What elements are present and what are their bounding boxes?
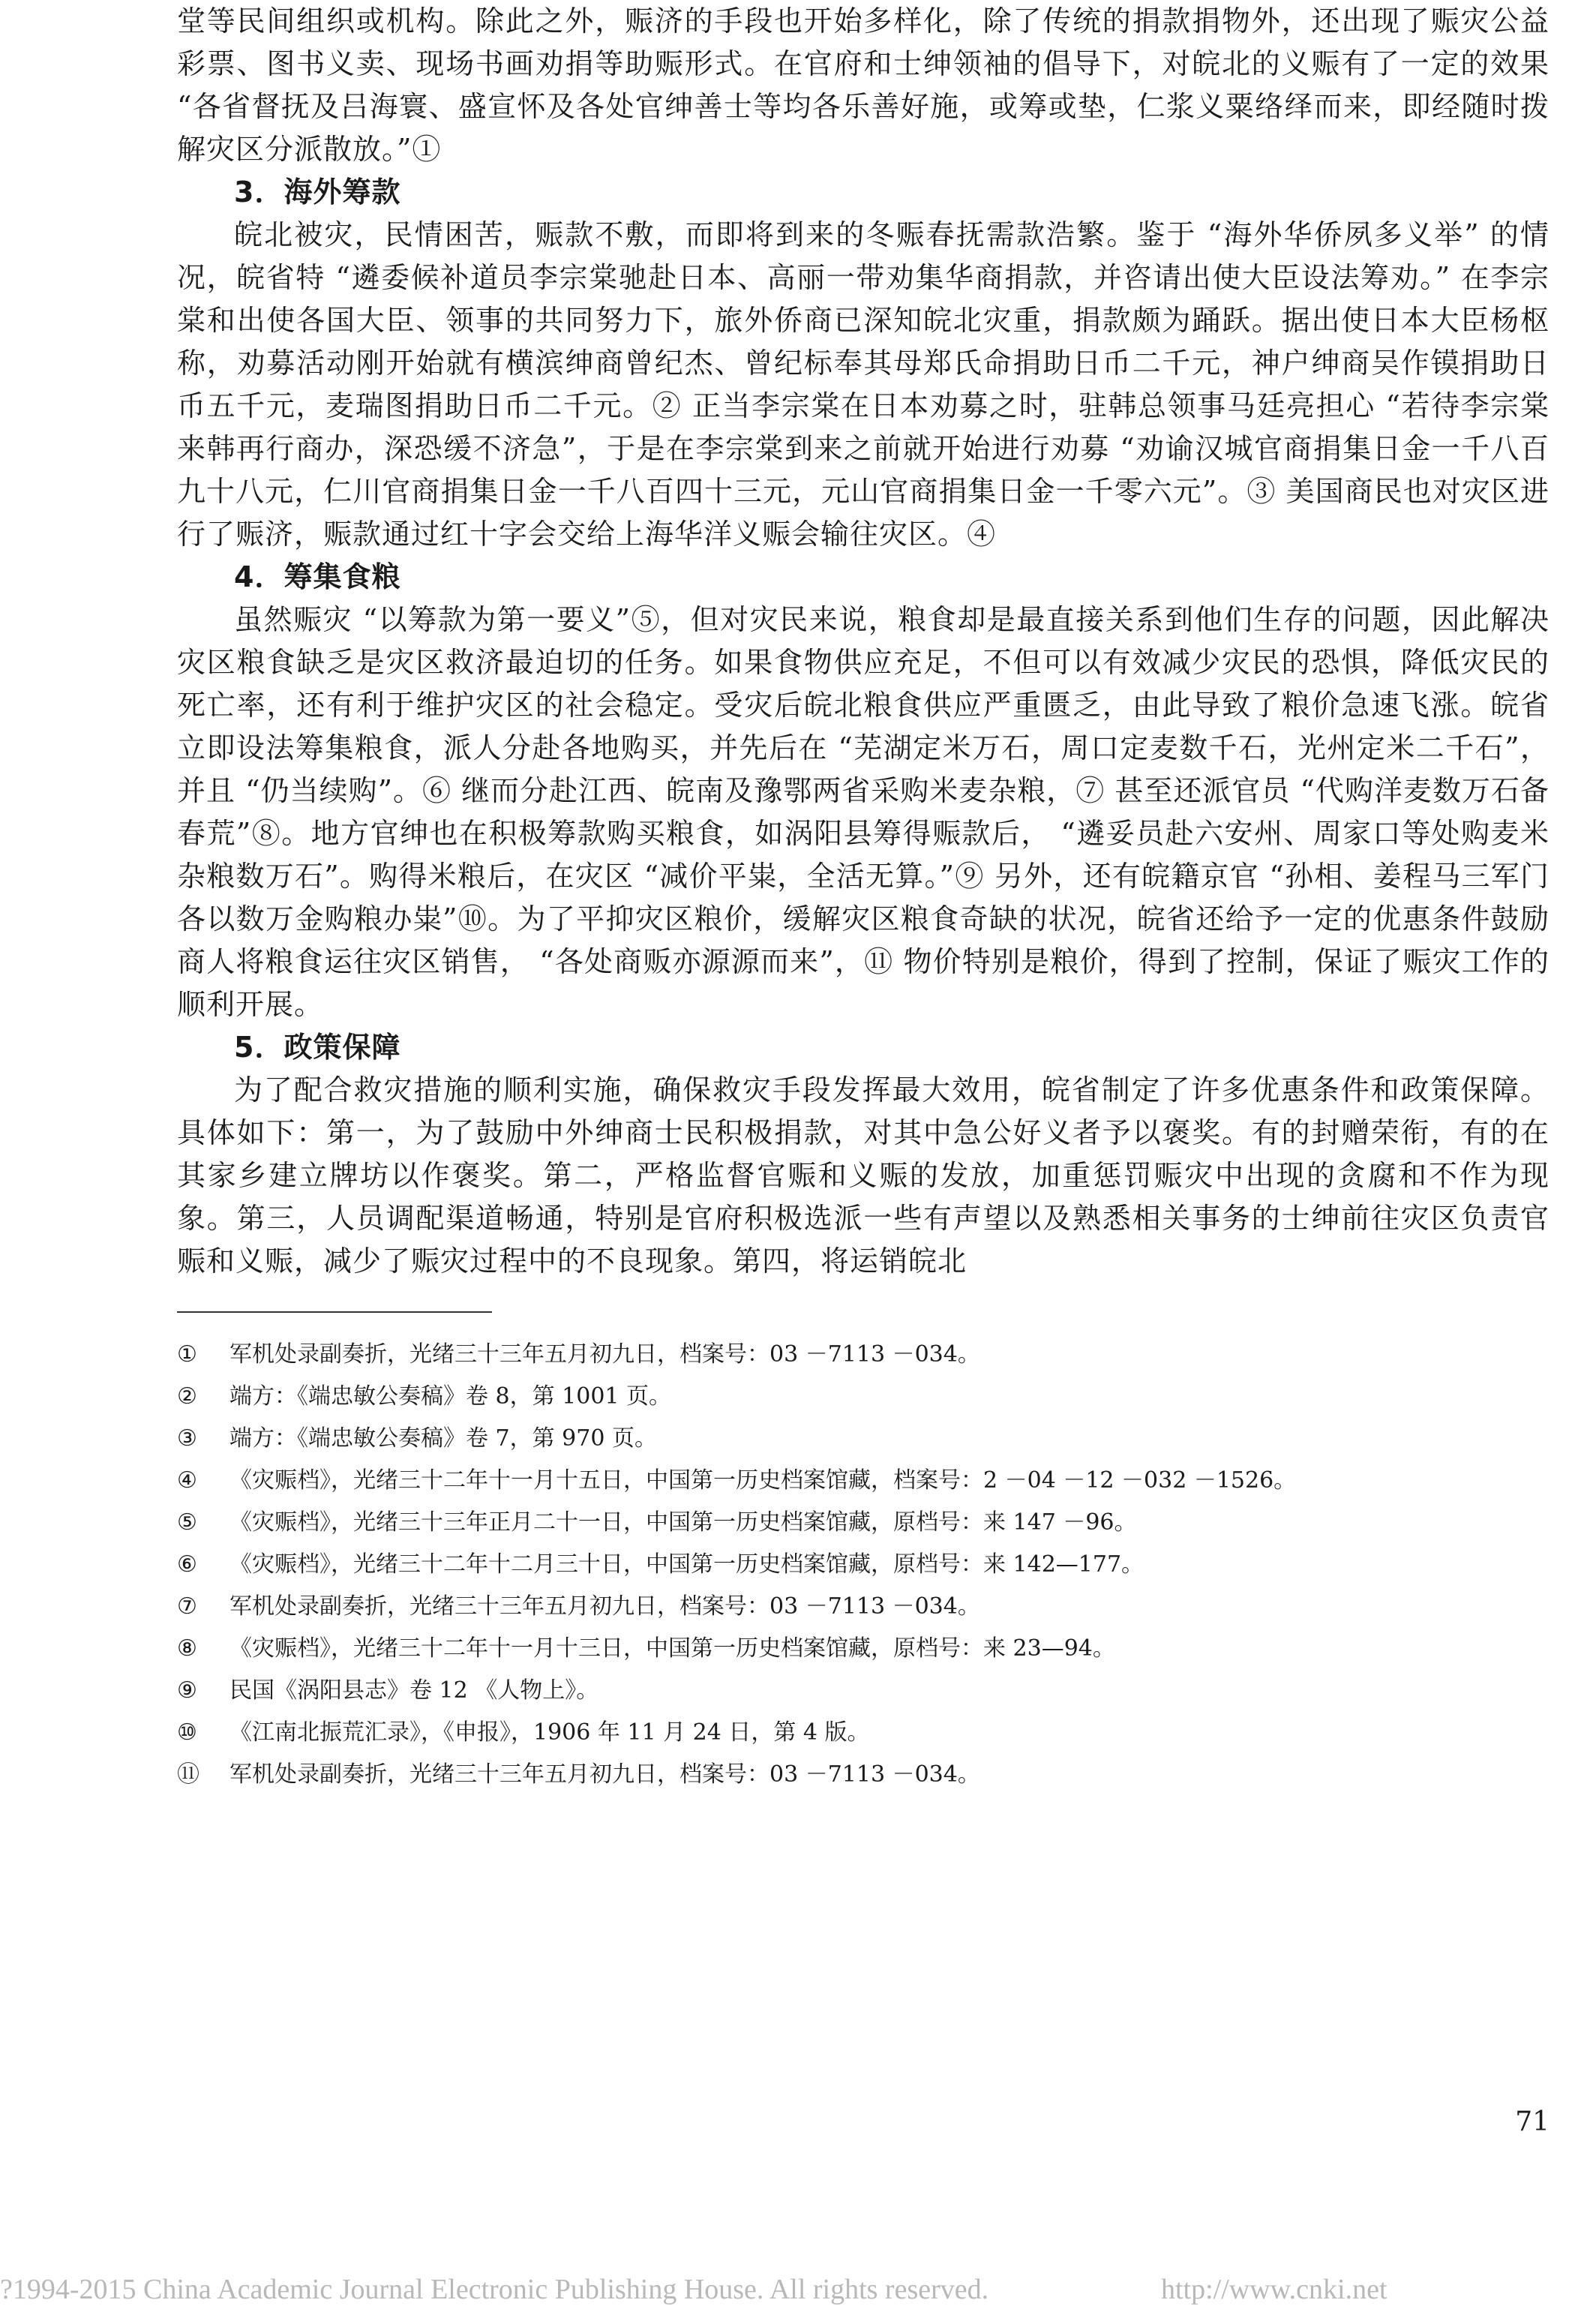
page-number: 71 [1515, 2106, 1550, 2137]
footnote [177, 1376, 1550, 1418]
footnote-mark: ④ [177, 1467, 197, 1494]
footnote [177, 1628, 1550, 1670]
footnote-mark: ③ [177, 1425, 197, 1452]
footnote-text: 军机处录副奏折，光绪三十三年五月初九日，档案号：03 －7113 －034。 [230, 1341, 980, 1368]
footnote-mark: ⑪ [177, 1761, 200, 1788]
footnote-text: 《灾赈档》，光绪三十二年十二月三十日，中国第一历史档案馆藏，原档号：来 142—177。 [230, 1551, 1144, 1578]
footnote-text: 《灾赈档》，光绪三十三年正月二十一日，中国第一历史档案馆藏，原档号：来 147 －96。 [230, 1509, 1137, 1536]
footnote [177, 1712, 1550, 1754]
paragraph-continued: 堂等民间组织或机构。除此之外，赈济的手段也开始多样化，除了传统的捐款捐物外，还出现了赈灾公益彩票、图书义卖、现场书画劝捐等助赈形式。在官府和士绅领袖的倡导下，对皖北的义赈有了一定的效果 “各省督抚及吕海寰、盛宣怀及各处官绅善士等均各乐善好施，或筹或垫，仁浆义粟络绎而来，即经随时拨解灾区分派散放。”① [177, 5, 1550, 166]
footnote-text: 《灾赈档》，光绪三十二年十一月十三日，中国第一历史档案馆藏，原档号：来 23—94。 [230, 1635, 1115, 1662]
section-heading-overseas-fundraising: 3．海外筹款 [234, 176, 401, 209]
footnote-mark: ⑦ [177, 1593, 197, 1620]
copyright-notice: ?1994-2015 China Academic Journal Electronic Publishing House. All rights reserved. [0, 2274, 989, 2305]
footnote [177, 1334, 1550, 1376]
footnote [177, 1502, 1550, 1544]
section-heading-policy-guarantee: 5．政策保障 [234, 1031, 401, 1064]
footnote [177, 1586, 1550, 1628]
footnote-mark: ⑧ [177, 1635, 197, 1662]
footnote-mark: ⑩ [177, 1719, 197, 1746]
footnote [177, 1460, 1550, 1502]
copyright-footer [0, 2273, 1578, 2306]
footnote-text: 端方：《端忠敏公奏稿》卷 7，第 970 页。 [230, 1425, 657, 1452]
footnote [177, 1754, 1550, 1796]
paper-page [177, 0, 1550, 1796]
body-text [177, 0, 1550, 1283]
footnote-mark: ⑤ [177, 1509, 197, 1536]
paragraph-overseas-fundraising: 皖北被灾，民情困苦，赈款不敷，而即将到来的冬赈春抚需款浩繁。鉴于 “海外华侨夙多义举” 的情况，皖省特 “遴委候补道员李宗棠驰赴日本、高丽一带劝集华商捐款，并咨请出使大臣设法筹劝。” 在李宗棠和出使各国大臣、领事的共同努力下，旅外侨商已深知皖北灾重，捐款颇为踊跃。据出使日本大臣杨枢称，劝募活动刚开始就有横滨绅商曾纪杰、曾纪标奉其母郑氏命捐助日币二千元，神户绅商吴作镆捐助日币五千元，麦瑞图捐助日币二千元。② 正当李宗棠在日本劝募之时，驻韩总领事马廷亮担心 “若待李宗棠来韩再行商办，深恐缓不济急”，于是在李宗棠到来之前就开始进行劝募 “劝谕汉城官商捐集日金一千八百九十八元，仁川官商捐集日金一千八百四十三元，元山官商捐集日金一千零六元”。③ 美国商民也对灾区进行了赈济，赈款通过红十字会交给上海华洋义赈会输往灾区。④ [177, 218, 1550, 551]
footnote-text: 《江南北振荒汇录》，《申报》，1906 年 11 月 24 日，第 4 版。 [230, 1719, 870, 1746]
website-link[interactable]: http://www.cnki.net [1161, 2274, 1388, 2305]
footnote [177, 1418, 1550, 1460]
footnote-mark: ① [177, 1341, 197, 1368]
footnote [177, 1544, 1550, 1586]
footnote-divider [177, 1311, 492, 1313]
footnotes [177, 1334, 1550, 1796]
paragraph-grain-collection: 虽然赈灾 “以筹款为第一要义”⑤，但对灾民来说，粮食却是最直接关系到他们生存的问题，因此解决灾区粮食缺乏是灾区救济最迫切的任务。如果食物供应充足，不但可以有效减少灾民的恐惧，降低灾民的死亡率，还有利于维护灾区的社会稳定。受灾后皖北粮食供应严重匮乏，由此导致了粮价急速飞涨。皖省立即设法筹集粮食，派人分赴各地购买，并先后在 “芜湖定米万石，周口定麦数千石，光州定米二千石”，并且 “仍当续购”。⑥ 继而分赴江西、皖南及豫鄂两省采购米麦杂粮，⑦ 甚至还派官员 “代购洋麦数万石备春荒”⑧。地方官绅也在积极筹款购买粮食，如涡阳县筹得赈款后， “遴妥员赴六安州、周家口等处购麦米杂粮数万石”。购得米粮后，在灾区 “减价平粜，全活无算。”⑨ 另外，还有皖籍京官 “孙相、姜程马三军门各以数万金购粮办粜”⑩。为了平抑灾区粮价，缓解灾区粮食奇缺的状况，皖省还给予一定的优惠条件鼓励商人将粮食运往灾区销售， “各处商贩亦源源而来”，⑪ 物价特别是粮价，得到了控制，保证了赈灾工作的顺利开展。 [177, 603, 1550, 1021]
footnote-mark: ② [177, 1383, 197, 1410]
footnote [177, 1670, 1550, 1712]
paragraph-policy-guarantee: 为了配合救灾措施的顺利实施，确保救灾手段发挥最大效用，皖省制定了许多优惠条件和政策保障。具体如下：第一，为了鼓励中外绅商士民积极捐款，对其中急公好义者予以褒奖。有的封赠荣衔，有的在其家乡建立牌坊以作褒奖。第二，严格监督官赈和义赈的发放，加重惩罚赈灾中出现的贪腐和不作为现象。第三，人员调配渠道畅通，特别是官府积极选派一些有声望以及熟悉相关事务的士绅前往灾区负责官赈和义赈，减少了赈灾过程中的不良现象。第四，将运销皖北 [177, 1073, 1550, 1278]
footnote-mark: ⑨ [177, 1677, 197, 1704]
footnote-text: 端方：《端忠敏公奏稿》卷 8，第 1001 页。 [230, 1383, 672, 1410]
footnote-text: 军机处录副奏折，光绪三十三年五月初九日，档案号：03 －7113 －034。 [230, 1761, 980, 1788]
footnote-text: 民国《涡阳县志》卷 12 《人物上》。 [230, 1677, 599, 1704]
footnote-text: 《灾赈档》，光绪三十二年十一月十五日，中国第一历史档案馆藏，档案号：2 －04 －12 －032 －1526。 [230, 1467, 1297, 1494]
footnote-mark: ⑥ [177, 1551, 197, 1578]
footnote-text: 军机处录副奏折，光绪三十三年五月初九日，档案号：03 －7113 －034。 [230, 1593, 980, 1620]
section-heading-grain-collection: 4．筹集食粮 [234, 560, 401, 593]
